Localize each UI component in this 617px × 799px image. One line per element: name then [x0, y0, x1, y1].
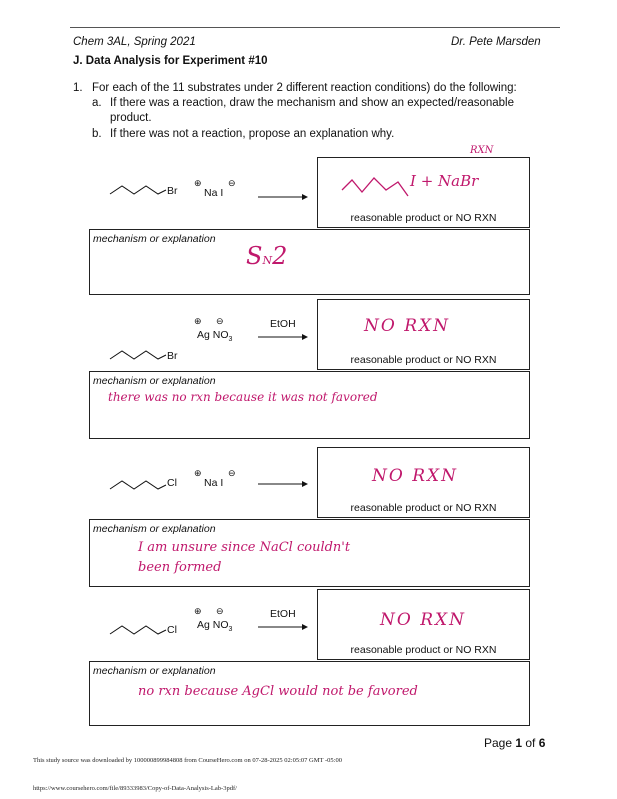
mechanism-box-1: [89, 229, 530, 295]
substrate-1-halide: Br: [167, 185, 178, 197]
product-label-3: reasonable product or NO RXN: [350, 502, 497, 514]
mechanism-label-2: mechanism or explanation: [93, 375, 216, 387]
mechanism-label-1: mechanism or explanation: [93, 233, 216, 245]
reagent-4-cation: Ag: [197, 619, 210, 631]
page-number: [484, 736, 545, 750]
reagent-4-anion-sub: 3: [228, 626, 233, 634]
mechanism-handwriting-1: [246, 242, 287, 270]
anion-charge-3: ⊖: [228, 468, 236, 478]
source-url[interactable]: https://www.coursehero.com/file/89333983/Copy-of-Data-Analysis-Lab-3pdf/: [33, 785, 237, 792]
reagent-3-cation: Na: [204, 477, 218, 489]
cation-charge-4: ⊕: [194, 606, 202, 616]
reaction-arrow-3: [258, 480, 308, 488]
course-title: Chem 3AL, Spring 2021: [73, 36, 196, 48]
substrate-1-structure: [110, 180, 170, 200]
reagent-2-anion: NO: [212, 329, 229, 341]
substrate-3-halide: Cl: [167, 477, 177, 489]
product-box-4: [317, 589, 530, 660]
product-handwriting-4: NO RXN: [380, 610, 466, 630]
mech-1-sub: N: [262, 254, 273, 267]
rxn-annotation: RXN: [470, 145, 494, 156]
product-handwriting-1: I + NaBr: [410, 172, 479, 190]
mechanism-handwriting-3-line1: I am unsure since NaCl couldn't: [138, 540, 351, 555]
substrate-2-structure: [110, 345, 170, 365]
reagent-3-anion: I: [220, 477, 224, 489]
product-label-1: reasonable product or NO RXN: [350, 212, 497, 224]
anion-charge-2: ⊖: [216, 316, 224, 326]
instruction-a-line2: product.: [110, 112, 152, 124]
instruction-a-label: a.: [92, 97, 102, 109]
solvent-4: EtOH: [270, 608, 296, 620]
product-drawing-1: [342, 172, 412, 198]
solvent-2: EtOH: [270, 318, 296, 330]
reagent-2-cation: Ag: [197, 329, 210, 341]
reagent-4-anion: NO: [212, 619, 229, 631]
reagent-1-cation: Na: [204, 187, 218, 199]
mechanism-label-3: mechanism or explanation: [93, 523, 216, 535]
substrate-4-halide: Cl: [167, 624, 177, 636]
mech-1-num: 2: [272, 242, 288, 270]
substrate-4-structure: [110, 620, 170, 640]
mechanism-box-4: [89, 661, 530, 726]
page-current: 1: [515, 736, 523, 750]
cation-charge-3: ⊕: [194, 468, 202, 478]
item-number: 1.: [73, 82, 83, 94]
product-box-2: [317, 299, 530, 370]
instruction-a-line1: If there was a reaction, draw the mechanism and show an expected/reasonable: [110, 97, 515, 109]
page-of: of: [522, 736, 539, 750]
substrate-3-structure: [110, 475, 170, 495]
product-handwriting-2: NO RXN: [364, 316, 450, 336]
instructor-name: Dr. Pete Marsden: [451, 36, 541, 48]
reaction-arrow-2: [258, 333, 308, 341]
instruction-b-label: b.: [92, 128, 102, 140]
page-prefix: Page: [484, 736, 516, 750]
mechanism-label-4: mechanism or explanation: [93, 665, 216, 677]
mechanism-box-2: [89, 371, 530, 439]
cation-charge-2: ⊕: [194, 316, 202, 326]
section-title: J. Data Analysis for Experiment #10: [73, 55, 268, 67]
product-box-3: [317, 447, 530, 518]
page-total: 6: [538, 736, 546, 750]
instruction-item-1: For each of the 11 substrates under 2 different reaction conditions) do the following:: [92, 82, 517, 94]
product-label-2: reasonable product or NO RXN: [350, 354, 497, 366]
product-handwriting-3: NO RXN: [372, 466, 458, 486]
header-rule: [70, 27, 560, 28]
download-note: This study source was downloaded by 100000899984808 from CourseHero.com on 07-28-2025 02:05:07 GMT -05:00: [33, 757, 342, 764]
mechanism-handwriting-2: there was no rxn because it was not favored: [108, 390, 378, 404]
mechanism-box-3: [89, 519, 530, 587]
anion-charge-4: ⊖: [216, 606, 224, 616]
reagent-1-anion: I: [220, 187, 224, 199]
anion-charge-1: ⊖: [228, 178, 236, 188]
product-box-1: [317, 157, 530, 228]
cation-charge-1: ⊕: [194, 178, 202, 188]
mechanism-handwriting-3-line2: been formed: [138, 560, 222, 575]
mechanism-handwriting-4: no rxn because AgCl would not be favored: [138, 684, 418, 699]
product-label-4: reasonable product or NO RXN: [350, 644, 497, 656]
instruction-b-text: If there was not a reaction, propose an explanation why.: [110, 128, 395, 140]
reagent-2-anion-sub: 3: [228, 336, 233, 344]
reaction-arrow-4: [258, 623, 308, 631]
mech-1-main: S: [246, 242, 263, 270]
substrate-2-halide: Br: [167, 350, 178, 362]
reaction-arrow-1: [258, 193, 308, 201]
